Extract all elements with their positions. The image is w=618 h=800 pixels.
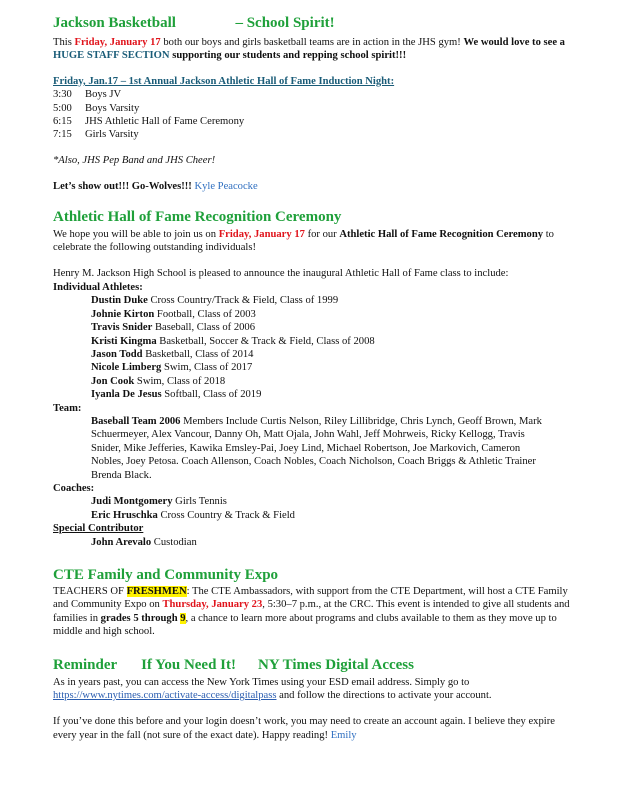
coaches-label: Coaches: (53, 482, 95, 494)
schedule-time: 7:15 (53, 129, 72, 141)
athlete-entry (91, 335, 618, 348)
intro-text: This (53, 37, 75, 48)
special-desc: Custodian (151, 536, 197, 548)
nyt-text-3: If you’ve done this before and your login doesn’t work, you may need to create an account again. I believe they expire every year in the fall (not sure of the exact date). Happy reading! (53, 716, 555, 741)
athlete-entry (91, 375, 618, 388)
intro-text-3: We would love to see a (463, 37, 565, 48)
athlete-entry-name: Travis Snider (91, 322, 153, 334)
cte-text-2: : The CTE Ambassadors, with support from the CTE Department, will host a CTE Family and Community Expo on (53, 586, 568, 611)
athlete-entry (91, 388, 618, 401)
nyt-access-text (53, 676, 573, 703)
nyt-text: As in years past, you can access the New York Times using your ESD email address. Simply go to (53, 676, 470, 688)
individual-athletes-label: Individual Athletes: (53, 281, 143, 293)
hall-of-fame-intro (53, 228, 563, 255)
athlete-entry (91, 308, 618, 321)
cte-expo-heading: CTE Family and Community Expo (53, 567, 279, 583)
athlete-entry-name: Dustin Duke (91, 295, 148, 307)
athlete-entry-desc: Swim, Class of 2018 (134, 375, 226, 387)
athlete-entry-desc: Softball, Class of 2019 (161, 389, 262, 401)
coach-entry-name: Judi Montgomery (91, 496, 173, 508)
athlete-entry-desc: Basketball, Class of 2014 (142, 348, 254, 360)
team-entry (53, 415, 551, 482)
staff-section-text: HUGE STAFF SECTION (53, 50, 170, 62)
signer-name: Kyle Peacocke (194, 181, 258, 193)
nyt-heading (53, 656, 618, 674)
cte-text-3: , 5:30–7 p.m., at the CRC. This event is intended to give all students and families in (53, 599, 570, 624)
schedule-list (53, 88, 618, 142)
nyt-activate-link[interactable]: https://www.nytimes.com/activate-access/digitalpass (53, 690, 277, 702)
athletes-list (53, 294, 618, 401)
schedule-time: 6:15 (53, 116, 72, 128)
nyt-text-2: and follow the directions to activate your account. (276, 690, 492, 702)
show-out-line (53, 180, 618, 193)
grade-nine-highlight: 9 (180, 612, 186, 624)
basketball-heading-b: – School Spirit! (235, 15, 335, 31)
basketball-intro (53, 36, 573, 63)
schedule-event: JHS Athletic Hall of Fame Ceremony (85, 116, 245, 128)
schedule-row (53, 88, 618, 101)
team-desc: Members Include Curtis Nelson, Riley Lillibridge, Chris Lynch, Geoff Brown, Mark Schuermeyer, Alex Vancour, Danny Oh, Matt Ojala, John Wahl, Jeff Mohrweis, Ricky Kellogg, Travis Snider, Mike Jefferies, Kawika Emsley-Pai, Joey Lind, Michael Robertson, Joe Markovich, Cameron Nobles, Joey Petosa. Coach Allenson, Coach Nobles, Coach Nicholson, Coach Briggs & Athletic Trainer Brenda Black. (91, 415, 542, 481)
nyt-heading-b: If You Need It! (141, 656, 237, 673)
hof-date: Friday, January 17 (218, 228, 305, 240)
hof-text-2: for our (304, 228, 340, 240)
schedule-event: Boys Varsity (85, 102, 140, 114)
coach-entry-name: Eric Hruschka (91, 509, 158, 521)
athlete-entry-name: Jason Todd (91, 348, 143, 360)
athlete-entry-desc: Baseball, Class of 2006 (152, 322, 256, 334)
coach-entry-desc: Girls Tennis (172, 496, 227, 508)
hof-ceremony-name: Athletic Hall of Fame Recognition Ceremony (339, 228, 544, 240)
schedule-time: 5:00 (53, 102, 72, 114)
freshmen-highlight: FRESHMEN (126, 586, 187, 597)
intro-date: Friday, January 17 (74, 37, 161, 48)
team-label: Team: (53, 402, 82, 414)
schedule-event: Girls Varsity (85, 129, 139, 141)
nyt-heading-a: Reminder (53, 656, 118, 673)
athlete-entry-desc: Basketball, Soccer & Track & Field, Class of 2008 (156, 335, 375, 347)
athlete-entry-desc: Swim, Class of 2017 (161, 362, 253, 374)
cte-expo-text (53, 585, 573, 639)
coach-entry-desc: Cross Country & Track & Field (157, 509, 295, 521)
nyt-renew-text (53, 715, 578, 742)
schedule-row (53, 102, 618, 115)
athlete-entry-name: Iyanla De Jesus (91, 389, 162, 401)
schedule-event: Boys JV (85, 89, 122, 101)
hall-of-fame-heading: Athletic Hall of Fame Recognition Ceremony (53, 208, 342, 225)
athlete-entry (91, 348, 618, 361)
nyt-signer: Emily (330, 729, 357, 741)
basketball-heading (53, 14, 618, 32)
basketball-heading-a: Jackson Basketball (53, 15, 176, 31)
induction-night-title: Friday, Jan.17 – 1st Annual Jackson Athletic Hall of Fame Induction Night: (53, 75, 395, 87)
athlete-entry-name: Kristi Kingma (91, 335, 157, 347)
cte-text-4: , a chance to learn more about programs and clubs available to them as they move up to middle and high school. (53, 612, 557, 638)
athlete-entry-name: Johnie Kirton (91, 308, 155, 320)
athlete-entry (91, 321, 618, 334)
intro-text-2: both our boys and girls basketball teams are in action in the JHS gym! (160, 37, 464, 48)
cte-date: Thursday, January 23 (162, 599, 263, 611)
athlete-entry-name: Jon Cook (91, 375, 135, 387)
special-name: John Arevalo (91, 536, 152, 548)
special-contributor-label: Special Contributor (53, 523, 144, 535)
special-contributor-entry (53, 536, 618, 549)
show-out-text: Let’s show out!!! Go-Wolves!!! (53, 181, 192, 193)
schedule-row (53, 128, 618, 141)
athlete-entry-name: Nicole Limberg (91, 362, 162, 374)
hof-text: We hope you will be able to join us on (53, 228, 219, 240)
athlete-entry (91, 361, 618, 374)
athlete-entry-desc: Football, Class of 2003 (154, 308, 256, 320)
grades-text: grades 5 through (100, 612, 181, 624)
athlete-entry-desc: Cross Country/Track & Field, Class of 1999 (147, 295, 339, 307)
schedule-row (53, 115, 618, 128)
team-name: Baseball Team 2006 (91, 415, 181, 427)
schedule-time: 3:30 (53, 89, 72, 101)
nyt-heading-c: NY Times Digital Access (258, 656, 414, 673)
coach-entry (91, 495, 618, 508)
intro-text-4: supporting our students and repping school spirit!!! (169, 50, 407, 62)
inaugural-class-text: Henry M. Jackson High School is pleased to announce the inaugural Athletic Hall of Fame class to include: (53, 268, 509, 280)
coaches-list (53, 495, 618, 522)
coach-entry (91, 509, 618, 522)
cte-text: TEACHERS OF (53, 586, 127, 597)
athlete-entry (91, 294, 618, 307)
hof-text-3: to celebrate the following outstanding individuals! (53, 228, 554, 254)
also-note: *Also, JHS Pep Band and JHS Cheer! (53, 154, 216, 166)
